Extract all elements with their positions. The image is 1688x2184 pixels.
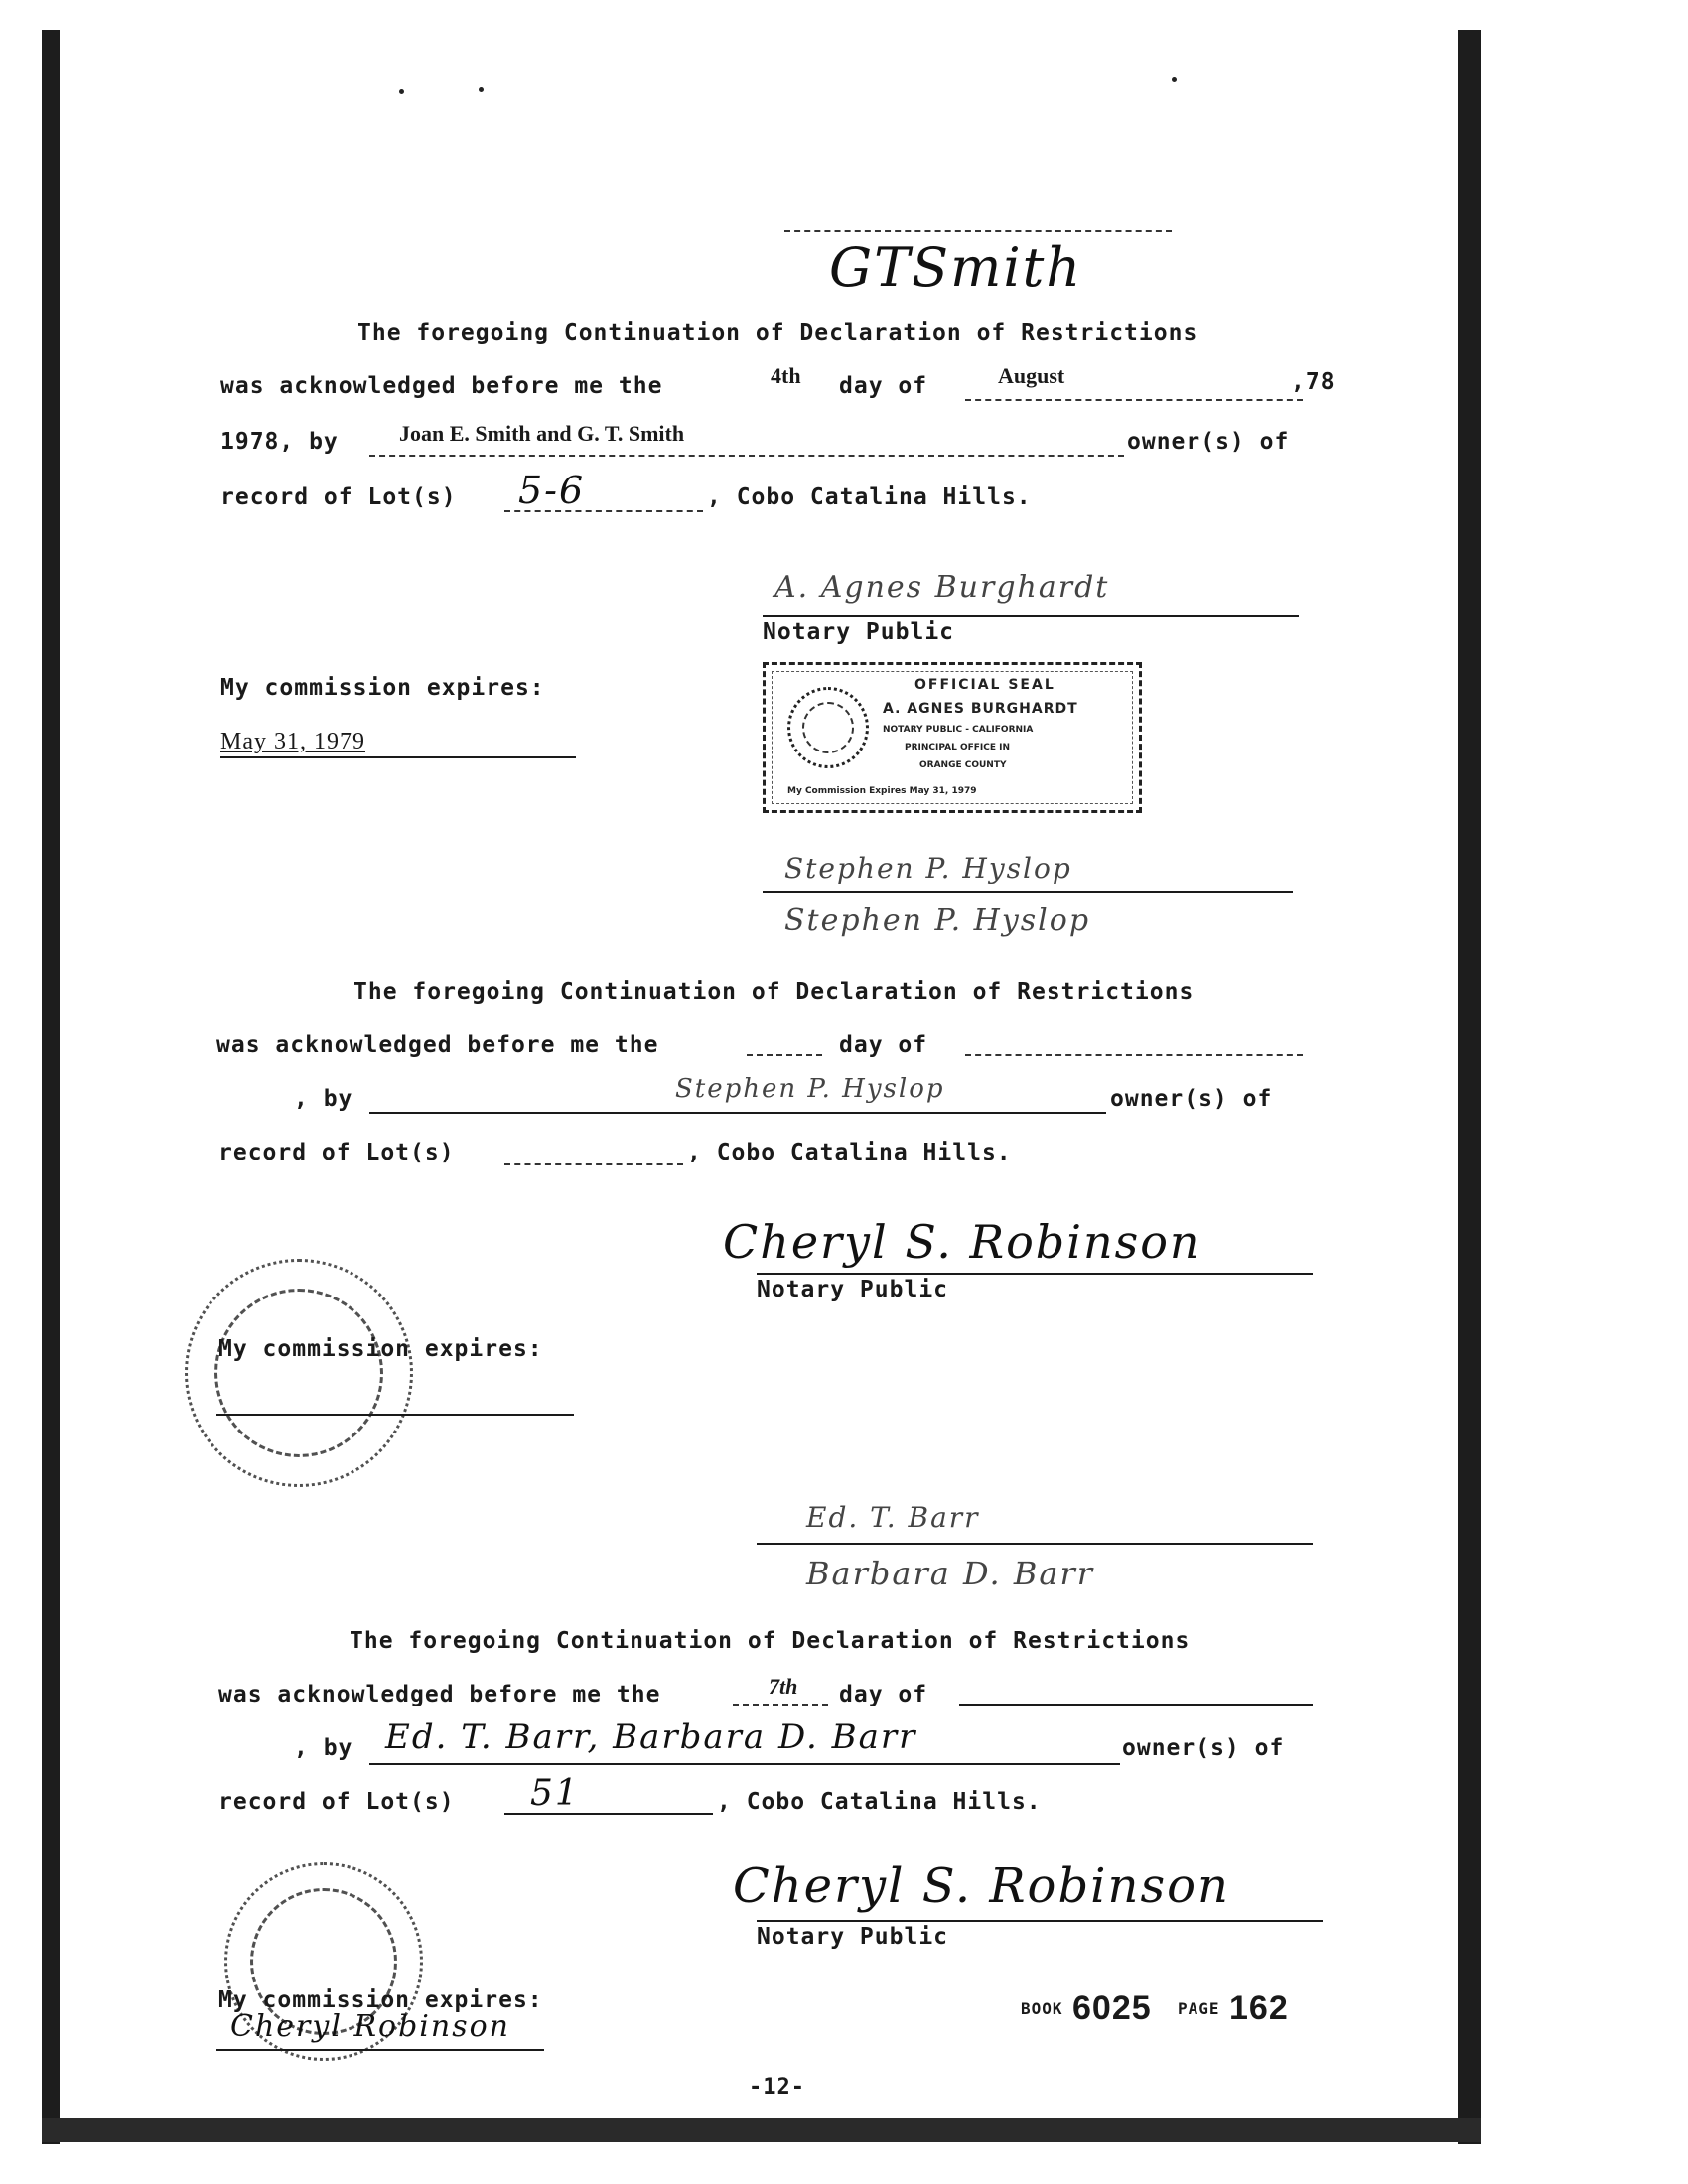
page-number: -12- xyxy=(749,2075,805,2100)
block1-subdivision: , Cobo Catalina Hills. xyxy=(707,484,1032,510)
block1-line1: The foregoing Continuation of Declaration of Restrictions xyxy=(357,320,1198,345)
block3-owners-suffix: owner(s) of xyxy=(1122,1735,1285,1761)
notary-stamp-2-inner xyxy=(214,1289,383,1457)
notary-signature-2: Cheryl S. Robinson xyxy=(723,1215,1201,1269)
scan-speck xyxy=(1172,77,1177,82)
block3-lots-line xyxy=(504,1813,713,1815)
block2-owners-line xyxy=(369,1112,1106,1114)
notary-line-2 xyxy=(757,1273,1313,1275)
scan-speck xyxy=(479,87,484,92)
block3-notary-label: Notary Public xyxy=(757,1924,949,1950)
page-ref-number: 162 xyxy=(1229,1989,1289,2027)
block2-record-prefix: record of Lot(s) xyxy=(218,1140,455,1165)
seal-line1: OFFICIAL SEAL xyxy=(914,677,1055,693)
block3-month-line xyxy=(959,1704,1313,1706)
block2-day-line xyxy=(747,1054,822,1056)
block2-month-line xyxy=(965,1054,1303,1056)
scan-border-left xyxy=(42,30,60,2144)
block2-commission-line xyxy=(216,1414,574,1416)
block1-ack-prefix: was acknowledged before me the xyxy=(220,373,663,399)
block1-owners: Joan E. Smith and G. T. Smith xyxy=(399,421,685,446)
official-notary-seal xyxy=(763,662,1142,813)
block3-commission-signature: Cheryl Robinson xyxy=(230,2009,510,2044)
owner-signature-3b: Barbara D. Barr xyxy=(806,1555,1095,1592)
block2-by: , by xyxy=(294,1086,353,1112)
block3-owners-line xyxy=(369,1763,1120,1765)
notary-signature-1: A. Agnes Burghardt xyxy=(774,570,1110,605)
notary-signature-3: Cheryl S. Robinson xyxy=(733,1858,1230,1914)
block3-lots: 51 xyxy=(530,1773,580,1814)
block3-owners-signature: Ed. T. Barr, Barbara D. Barr xyxy=(385,1717,917,1757)
seal-line5: ORANGE COUNTY xyxy=(919,760,1007,770)
seal-line2: A. AGNES BURGHARDT xyxy=(883,701,1078,717)
block2-lots-line xyxy=(504,1163,683,1165)
block2-subdivision: , Cobo Catalina Hills. xyxy=(687,1140,1012,1165)
scan-border-bottom xyxy=(42,2118,1481,2142)
block3-line1: The foregoing Continuation of Declaration of Restrictions xyxy=(350,1628,1191,1654)
owner-signature-2b: Stephen P. Hyslop xyxy=(784,903,1091,938)
owner-signature-2a: Stephen P. Hyslop xyxy=(784,852,1072,885)
block1-commission-label: My commission expires: xyxy=(220,675,545,701)
block2-notary-label: Notary Public xyxy=(757,1277,949,1302)
block1-record-prefix: record of Lot(s) xyxy=(220,484,457,510)
seal-line6: My Commission Expires May 31, 1979 xyxy=(787,786,977,796)
block3-commission-line xyxy=(216,2049,544,2051)
block1-commission-date: May 31, 1979 xyxy=(220,729,365,754)
block3-subdivision: , Cobo Catalina Hills. xyxy=(717,1789,1042,1815)
block1-day-of: day of xyxy=(839,373,928,399)
block3-day-of: day of xyxy=(839,1682,928,1707)
signature-line-3 xyxy=(757,1543,1313,1545)
owner-signature-3a: Ed. T. Barr xyxy=(806,1501,980,1534)
block3-ack-prefix: was acknowledged before me the xyxy=(218,1682,661,1707)
block3-record-prefix: record of Lot(s) xyxy=(218,1789,455,1815)
book-prefix: BOOK xyxy=(1021,1999,1063,2018)
block3-commission-label: My commission expires: xyxy=(218,1987,543,2013)
page-prefix: PAGE xyxy=(1178,1999,1220,2018)
block3-day-line xyxy=(733,1704,828,1706)
block1-lots-line xyxy=(504,510,703,512)
seal-line3: NOTARY PUBLIC - CALIFORNIA xyxy=(883,725,1034,735)
block1-day: 4th xyxy=(771,363,801,388)
block2-owners-signature: Stephen P. Hyslop xyxy=(675,1074,945,1104)
scan-border-right xyxy=(1458,30,1481,2144)
notary-line-3 xyxy=(757,1920,1323,1922)
block2-day-of: day of xyxy=(839,1032,928,1058)
block2-owners-suffix: owner(s) of xyxy=(1110,1086,1273,1112)
owner-signature-1: GTSmith xyxy=(829,236,1083,299)
seal-line4: PRINCIPAL OFFICE IN xyxy=(905,743,1011,752)
block1-owners-line xyxy=(369,455,1124,457)
block3-by: , by xyxy=(294,1735,353,1761)
block1-owners-suffix: owner(s) of xyxy=(1127,429,1290,455)
scan-speck xyxy=(399,89,404,94)
block3-day: 7th xyxy=(769,1674,798,1699)
block1-lots: 5-6 xyxy=(518,469,586,512)
block2-ack-prefix: was acknowledged before me the xyxy=(216,1032,659,1058)
block1-commission-line xyxy=(220,756,576,758)
seal-emblem-icon xyxy=(787,687,869,768)
block2-commission-label: My commission expires: xyxy=(218,1336,543,1362)
block1-year-suffix: ,78 xyxy=(1291,369,1336,395)
block1-month-line xyxy=(965,399,1303,401)
block1-month: August xyxy=(998,363,1065,388)
block2-line1: The foregoing Continuation of Declaration of Restrictions xyxy=(353,979,1195,1005)
block1-year-prefix: 1978, by xyxy=(220,429,339,455)
block1-notary-label: Notary Public xyxy=(763,619,955,645)
book-number: 6025 xyxy=(1072,1989,1152,2027)
signature-line-top xyxy=(784,230,1172,232)
notary-line-1 xyxy=(763,615,1299,617)
signature-line-2 xyxy=(763,891,1293,893)
